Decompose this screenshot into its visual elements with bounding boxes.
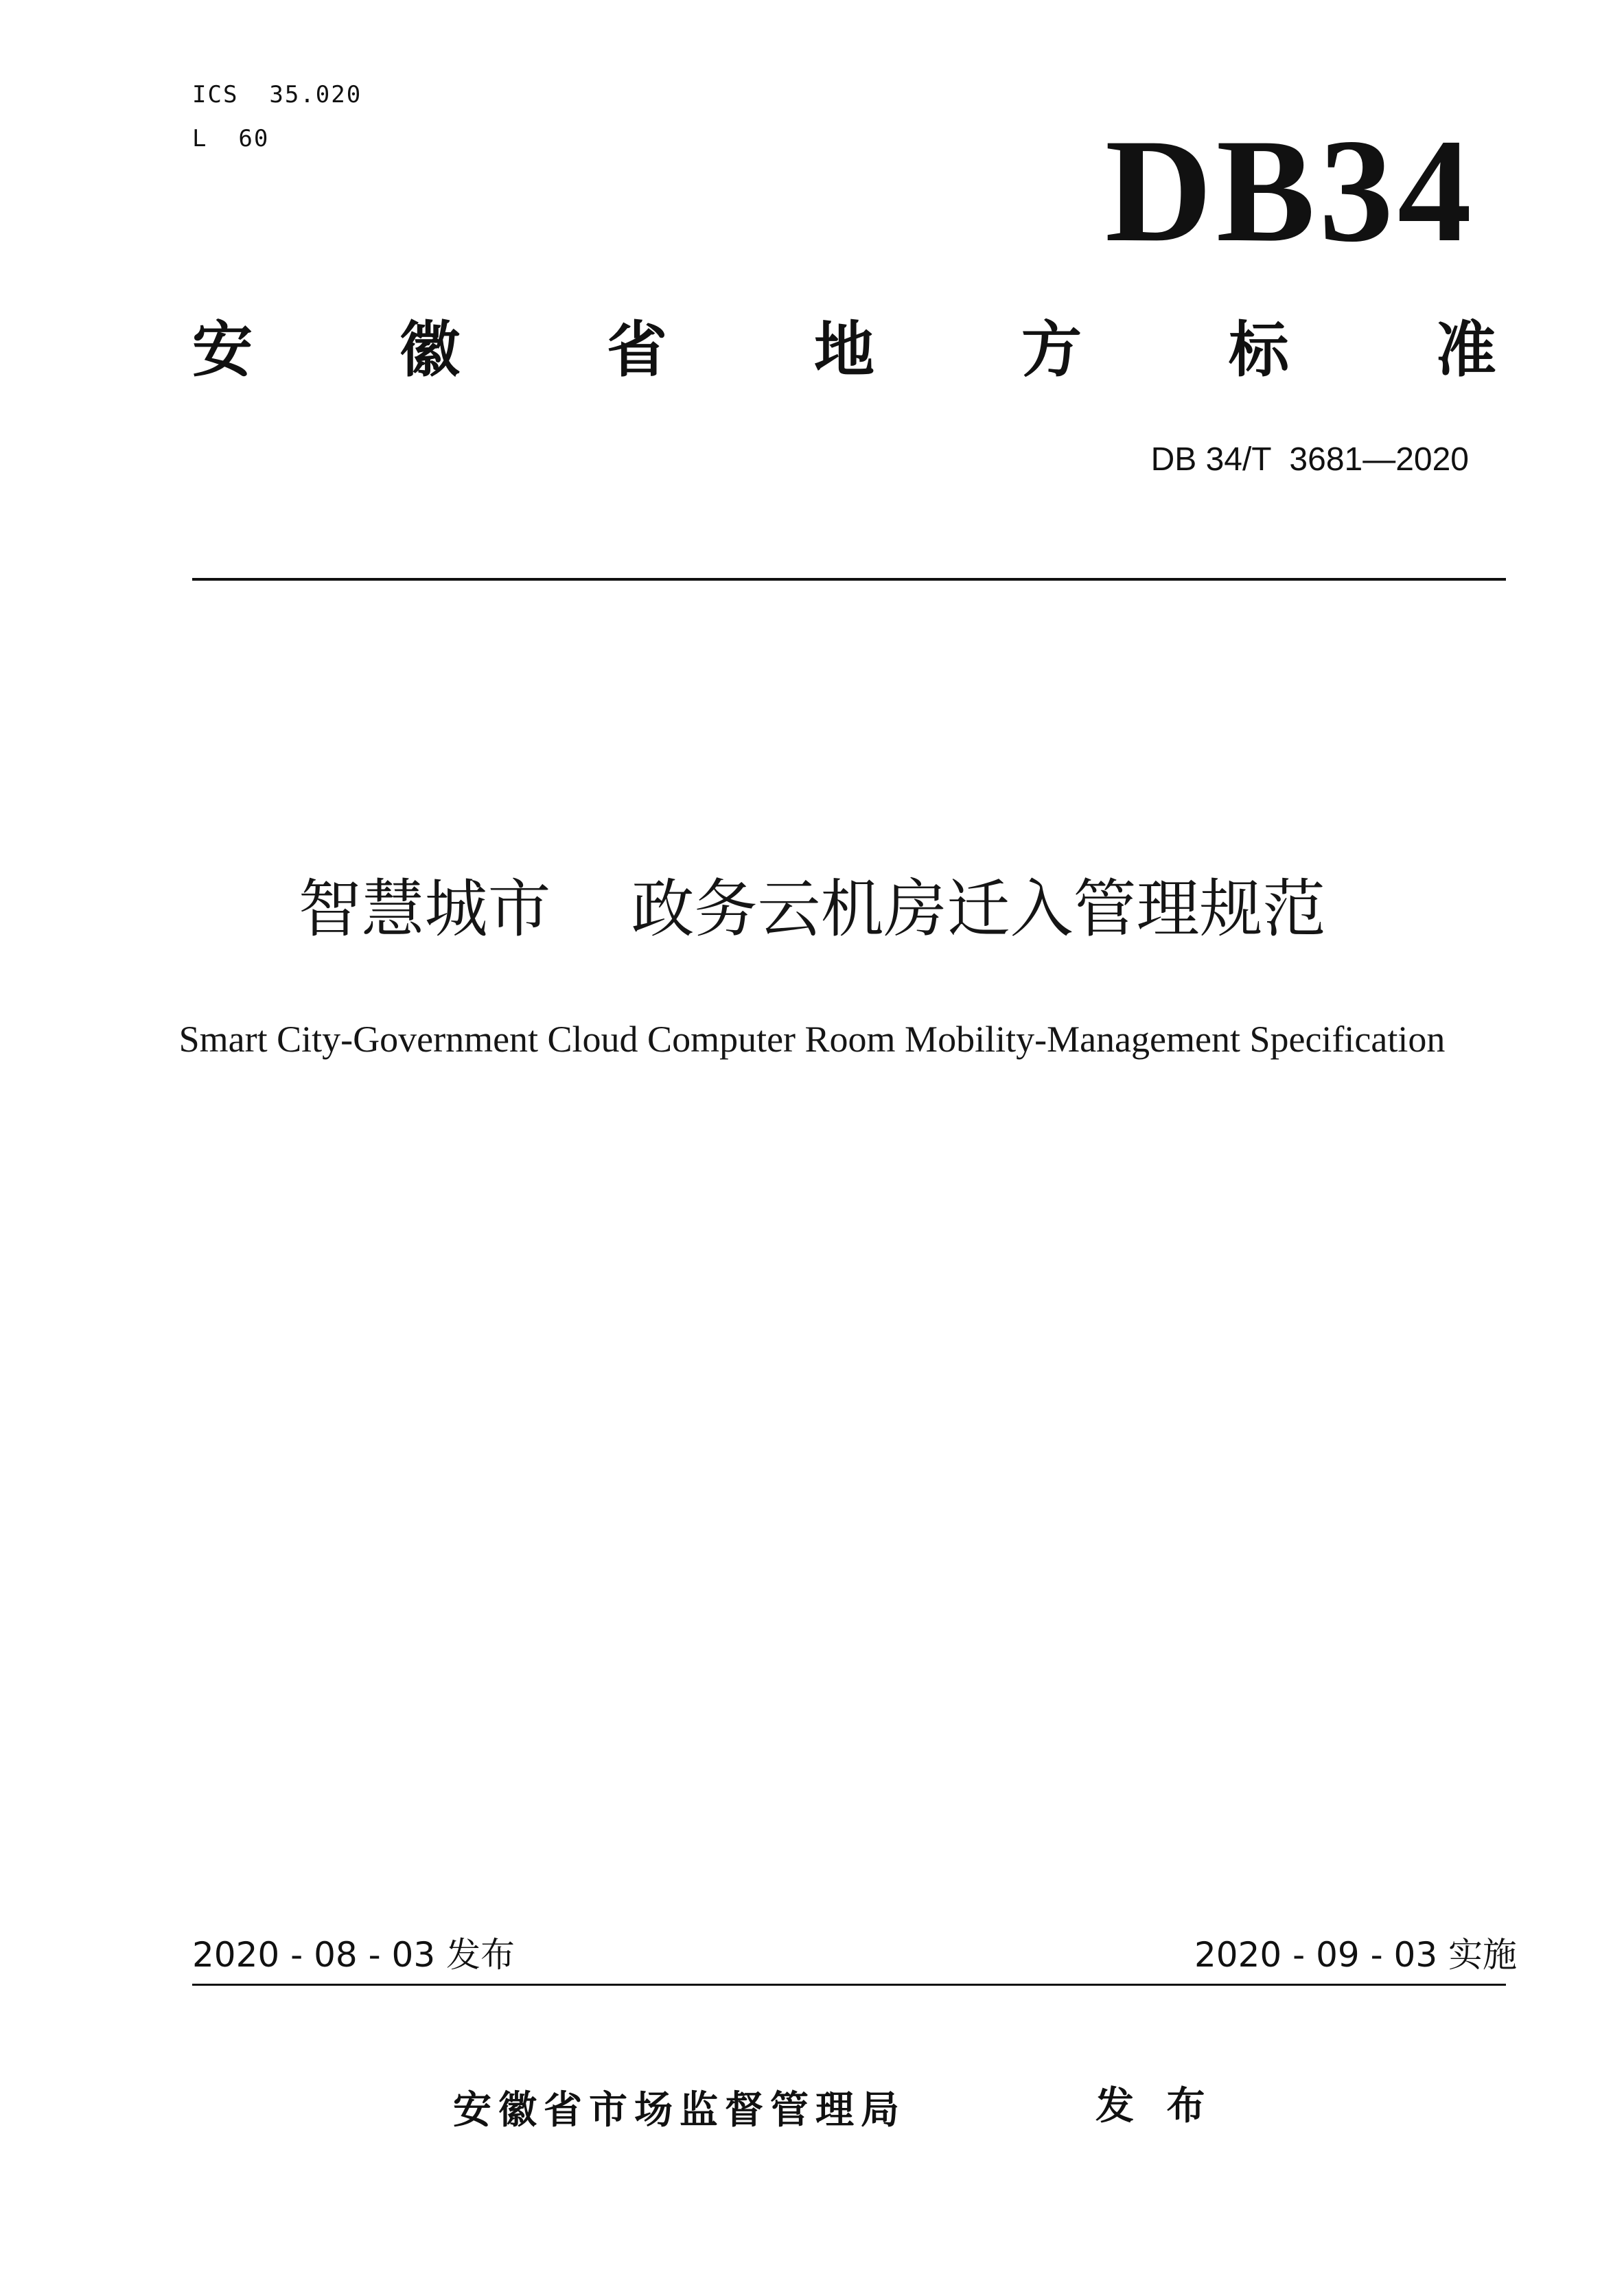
implement-date: 2020 - 09 - 03 实施 [1194,1935,1518,1975]
standard-type-char: 安 [192,314,253,385]
standard-type-char: 省 [606,314,667,385]
footer-divider [192,1984,1506,1986]
header-divider [192,578,1506,581]
ics-code: ICS 35.020 [192,81,362,108]
document-title-chinese: 智慧城市 政务云机房迁入管理规范 [298,872,1326,946]
publish-label: 发 布 [1095,2084,1215,2129]
document-title-english: Smart City-Government Cloud Computer Room Mobility-Management Specification [178,1019,1446,1060]
publish-date: 2020 - 08 - 03 发布 [192,1935,515,1975]
standard-number: DB 34/T 3681—2020 [1150,441,1469,478]
standard-type-char: 方 [1021,314,1082,385]
standard-type-char: 徽 [399,314,460,385]
standard-type-char: 准 [1435,314,1496,385]
publisher-name: 安徽省市场监督管理局 [453,2088,906,2133]
standard-type-char: 标 [1228,314,1289,385]
classification-code: L 60 [192,125,270,152]
standard-type-char: 地 [813,314,874,385]
standard-code-logo: DB34 [1104,108,1476,272]
standard-type-heading [192,316,1496,384]
